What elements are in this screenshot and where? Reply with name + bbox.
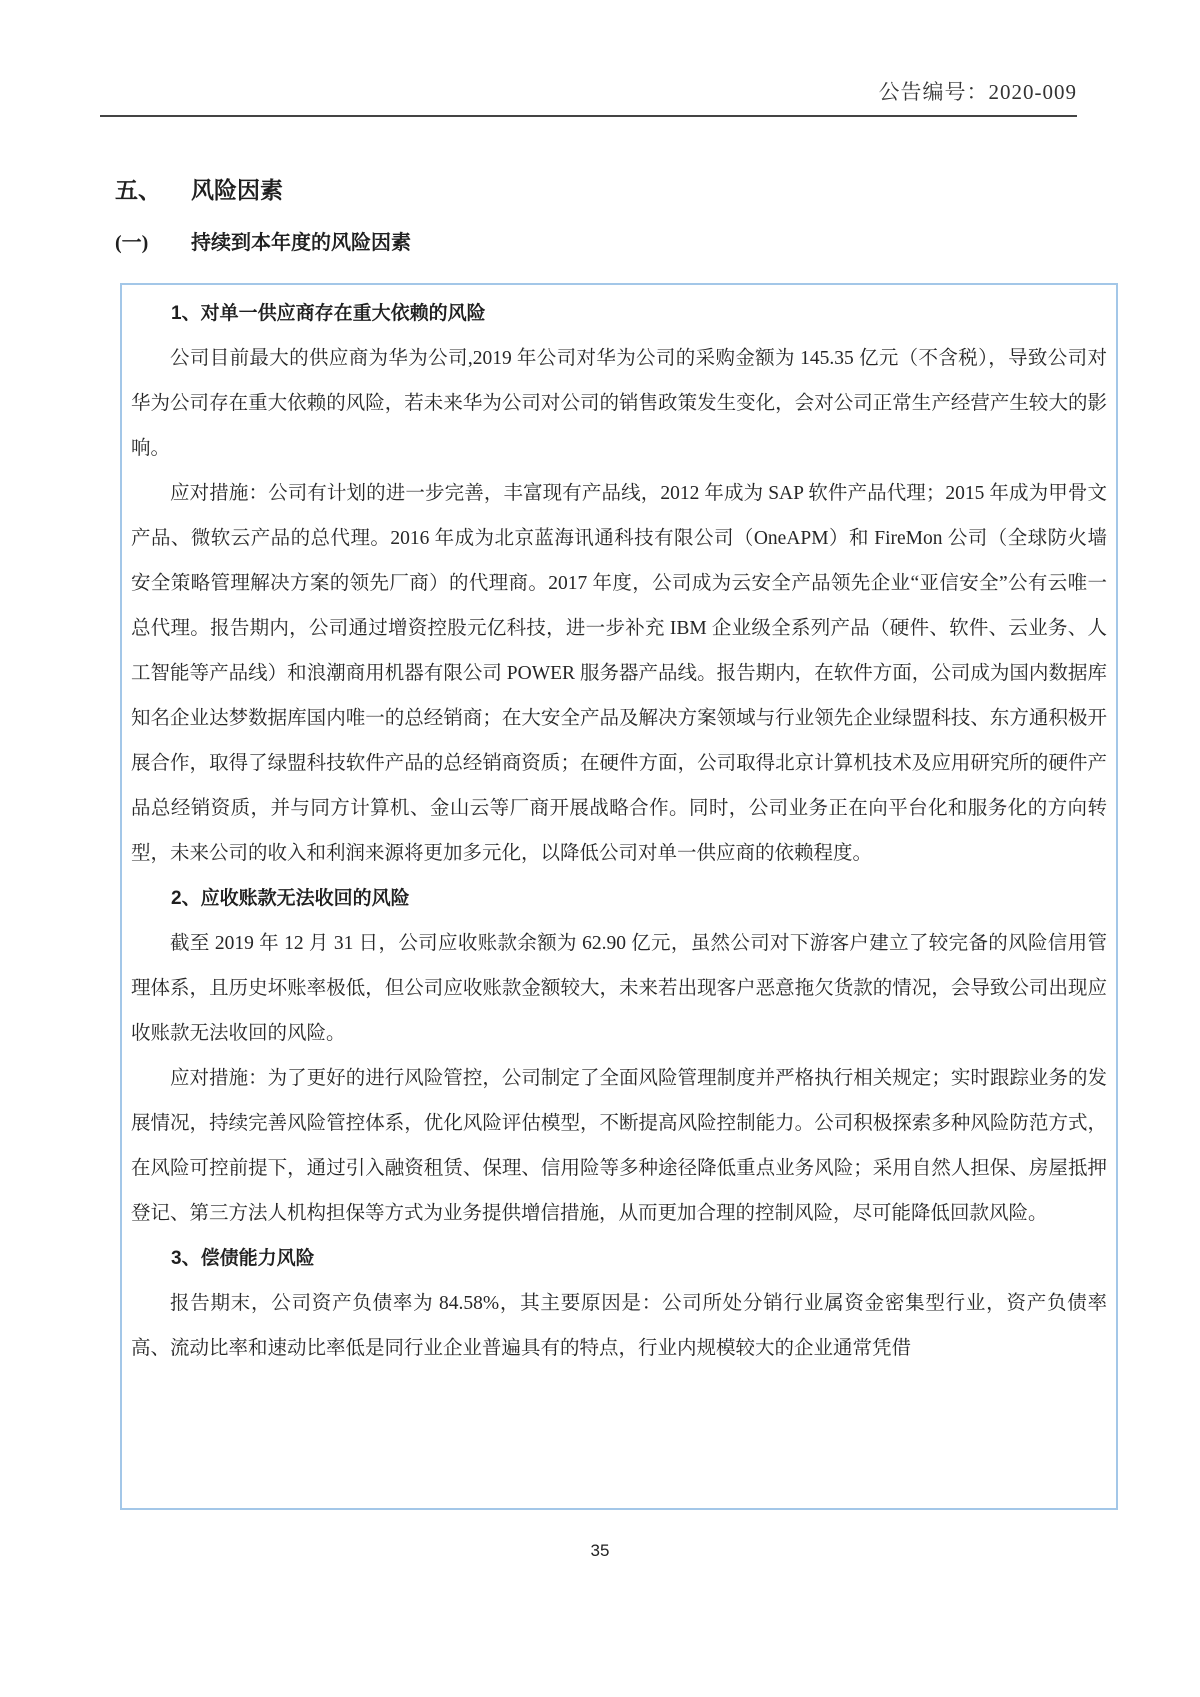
subsection-title [115, 226, 411, 255]
subsection-title-number: (一) [115, 232, 149, 254]
risk-section-2-heading: 2、应收账款无法收回的风险 [171, 888, 410, 909]
risk-section-1-paragraph-2: 应对措施：公司有计划的进一步完善，丰富现有产品线，2012 年成为 SAP 软件产品代理；2015 年成为甲骨文产品、微软云产品的总代理。2016 年成为北京蓝海讯通科技有限公司（OneAPM）和 FireMon 公司（全球防火墙安全策略管理解决方案的领先厂商）的代理商。2017 年度，公司成为云安全产品领先企业“亚信安全”公有云唯一总代理。报告期内，公司通过增资控股元亿科技，进一步补充 IBM 企业级全系列产品（硬件、软件、云业务、人工智能等产品线）和浪潮商用机器有限公司 POWER 服务器产品线。报告期内，在软件方面，公司成为国内数据库知名企业达梦数据库国内唯一的总经销商；在大安全产品及解决方案领域与行业领先企业绿盟科技、东方通积极开展合作，取得了绿盟科技软件产品的总经销商资质；在硬件方面，公司取得北京计算机技术及应用研究所的硬件产品总经销资质，并与同方计算机、金山云等厂商开展战略合作。同时，公司业务正在向平台化和服务化的方向转型，未来公司的收入和利润来源将更加多元化，以降低公司对单一供应商的依赖程度。 [131, 483, 1107, 864]
risk-section-3-paragraph-1: 报告期末，公司资产负债率为 84.58%，其主要原因是：公司所处分销行业属资金密集型行业，资产负债率高、流动比率和速动比率低是同行业企业普遍具有的特点，行业内规模较大的企业通常凭借 [131, 1293, 1107, 1359]
section-title-number: 五、 [115, 178, 161, 203]
header-divider [100, 115, 1077, 117]
section-title-text: 风险因素 [191, 178, 283, 203]
risk-factors-box [120, 283, 1118, 1510]
risk-section-1-heading: 1、对单一供应商存在重大依赖的风险 [171, 303, 486, 324]
risk-section-3-heading: 3、偿债能力风险 [171, 1248, 315, 1269]
subsection-title-text: 持续到本年度的风险因素 [191, 232, 411, 254]
announcement-number: 公告编号：2020-009 [878, 80, 1077, 104]
risk-section-1-paragraph-1: 公司目前最大的供应商为华为公司,2019 年公司对华为公司的采购金额为 145.35 亿元（不含税），导致公司对华为公司存在重大依赖的风险，若未来华为公司对公司的销售政策发生变化，会对公司正常生产经营产生较大的影响。 [131, 348, 1107, 459]
risk-section-2-paragraph-2: 应对措施：为了更好的进行风险管控，公司制定了全面风险管理制度并严格执行相关规定；实时跟踪业务的发展情况，持续完善风险管控体系，优化风险评估模型，不断提高风险控制能力。公司积极探索多种风险防范方式，在风险可控前提下，通过引入融资租赁、保理、信用险等多种途径降低重点业务风险；采用自然人担保、房屋抵押登记、第三方法人机构担保等方式为业务提供增信措施，从而更加合理的控制风险，尽可能降低回款风险。 [131, 1068, 1107, 1224]
section-title [115, 172, 283, 205]
risk-section-2-paragraph-1: 截至 2019 年 12 月 31 日，公司应收账款余额为 62.90 亿元，虽然公司对下游客户建立了较完备的风险信用管理体系，且历史坏账率极低，但公司应收账款金额较大，未来若出现客户恶意拖欠货款的情况，会导致公司出现应收账款无法收回的风险。 [131, 933, 1107, 1044]
page-number: 35 [590, 1541, 610, 1560]
